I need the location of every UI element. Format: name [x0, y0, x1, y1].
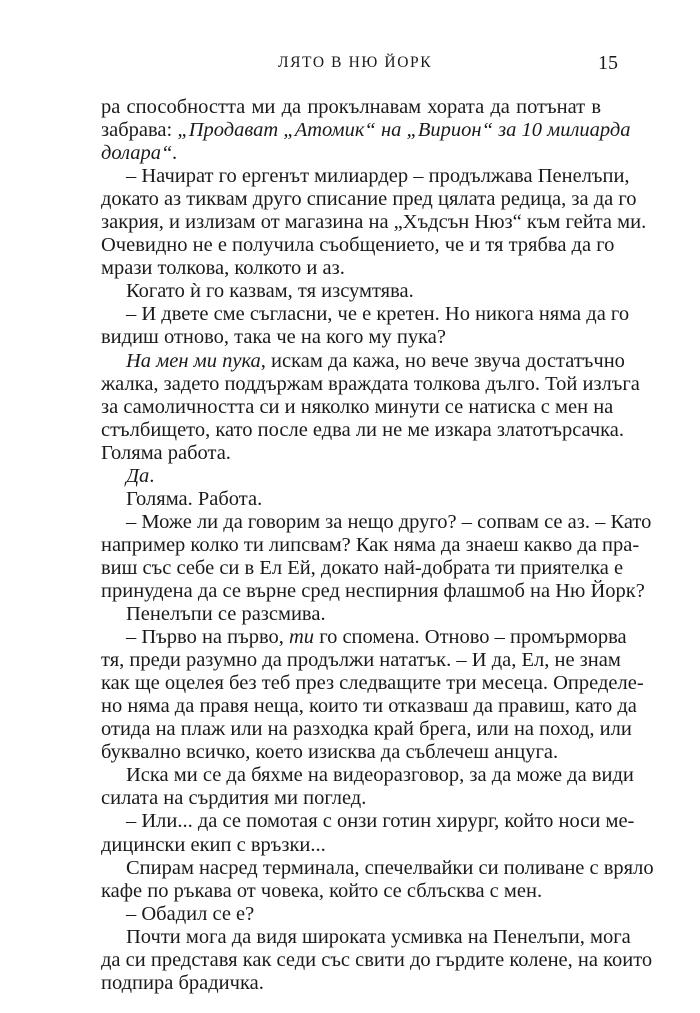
text-segment: стълбището, като после едва ли не ме изкара златотърсачка. [101, 418, 625, 441]
text-segment: но няма да правя неща, които ти отказваш да правиш, като да [101, 695, 637, 718]
text-segment: жалка, задето поддържам враждата толкова дълго. Той излъга [101, 372, 640, 395]
text-segment: например колко ти липсвам? Как няма да знаеш какво да пра- [101, 533, 640, 556]
italic-segment: долара“. [101, 142, 178, 165]
text-segment: Почти мога да видя широката усмивка на Пенелъпи, мога [126, 925, 631, 948]
text-line [101, 903, 601, 926]
italic-segment: Да [126, 464, 150, 487]
text-line [101, 579, 645, 603]
text-segment: буквално всичко, което изисква да съблечеш анцуга. [101, 741, 559, 764]
text-line [101, 533, 640, 557]
text-line [101, 418, 625, 442]
running-header: ЛЯТО В НЮ ЙОРК [278, 54, 433, 71]
text-line [101, 234, 615, 257]
text-segment: Иска ми се да бяхме на видеоразговор, за да може да види [126, 764, 634, 787]
text-line [101, 948, 653, 972]
text-line [101, 718, 632, 741]
text-segment: Когато ѝ го казвам, тя изсумтява. [126, 280, 414, 303]
text-line [101, 880, 601, 903]
text-line [101, 649, 621, 672]
text-segment: – Обадил се е? [126, 902, 255, 925]
text-line [101, 556, 624, 580]
text-line [101, 119, 631, 142]
body-text [101, 96, 654, 995]
text-segment: за самоличността си и няколко минути се натиска с мен на [101, 395, 614, 418]
text-line [101, 603, 601, 626]
text-segment: – И двете сме съгласни, че е кретен. Но никога няма да го [126, 303, 630, 326]
text-line [101, 303, 630, 326]
text-segment: Спирам насред терминала, спечелвайки си поливане с вряло [126, 856, 654, 879]
text-segment: мрази толкова, колкото и аз. [101, 257, 345, 280]
text-segment: принудена да се върне сред неспирния флашмоб на Ню Йорк? [101, 579, 645, 602]
text-segment: . [149, 464, 155, 487]
text-segment: – Първо на първо, [126, 626, 289, 649]
text-line [101, 349, 625, 373]
text-line [101, 810, 635, 833]
text-segment: подпира брадичка. [101, 971, 264, 994]
text-segment: Очевидно не е получила съобщението, че и тя трябва да го [101, 234, 615, 257]
text-segment: кафе по ръкава от човека, който се сблъсква с мен. [101, 879, 543, 902]
text-segment: Пенелъпи се разсмива. [126, 603, 326, 626]
text-line [101, 510, 652, 534]
text-line [101, 741, 601, 764]
text-line [101, 856, 654, 880]
text-segment: докато аз тиквам друго списание пред цялата редица, за да го [101, 188, 637, 211]
text-line [101, 142, 601, 165]
text-line [101, 165, 630, 188]
text-segment: – Или... да се помотая с онзи готин хирург, който носи ме- [126, 810, 635, 833]
text-line [101, 442, 601, 465]
text-segment: как ще оцелея без теб през следващите три месеца. Определе- [101, 672, 644, 695]
text-segment: виш със себе си в Ел Ей, докато най-добрата ти приятелка е [101, 556, 624, 579]
page-number: 15 [598, 52, 618, 74]
text-segment: Голяма. Работа. [126, 487, 263, 510]
text-line [101, 695, 637, 718]
italic-segment: „Продават „Атомик“ на „Вирион“ за 10 милиарда [177, 119, 631, 142]
text-line [101, 672, 644, 695]
italic-segment: ти [289, 626, 315, 649]
text-line [101, 925, 631, 949]
text-line [101, 280, 601, 303]
text-segment: видиш отново, така че на кого му пука? [101, 326, 446, 349]
text-line [101, 626, 627, 649]
text-segment: Голяма работа. [101, 441, 231, 464]
text-segment: дицински екип с връзки... [101, 833, 326, 856]
text-line [101, 395, 614, 419]
text-segment: закрия, и излизам от магазина на „Хъдсън Нюз“ към гейта ми. [101, 211, 647, 234]
text-segment: силата на сърдития ми поглед. [101, 787, 367, 810]
text-segment: – Може ли да говорим за нещо друго? – сопвам се аз. – Като [126, 510, 652, 533]
text-segment: ра способността ми да прокълнавам хората да потънат в [101, 96, 601, 118]
text-line [101, 372, 640, 396]
text-line [101, 972, 601, 995]
text-line [101, 211, 647, 234]
text-line [101, 834, 601, 857]
text-line [101, 787, 601, 810]
text-line [101, 488, 601, 511]
text-segment: тя, преди разумно да продължи нататък. – И да, Ел, не знам [101, 649, 621, 672]
text-line [101, 257, 601, 280]
text-line [101, 465, 601, 488]
text-segment: отида на плаж или на разходка край брега, или на поход, или [101, 718, 632, 741]
italic-segment: На мен ми пука [126, 349, 261, 372]
text-line [101, 764, 634, 787]
text-segment: – Начират го ергенът милиардер – продължава Пенелъпи, [126, 165, 630, 188]
text-line [101, 326, 601, 349]
text-segment: го спомена. Отново – промърморва [314, 626, 627, 649]
text-line [101, 96, 601, 119]
text-segment: забрава: [101, 119, 178, 142]
text-segment: да си представя как седи със свити до гърдите колене, на които [101, 948, 653, 971]
text-line [101, 188, 637, 211]
text-segment: , искам да кажа, но вече звуча достатъчно [260, 349, 625, 372]
